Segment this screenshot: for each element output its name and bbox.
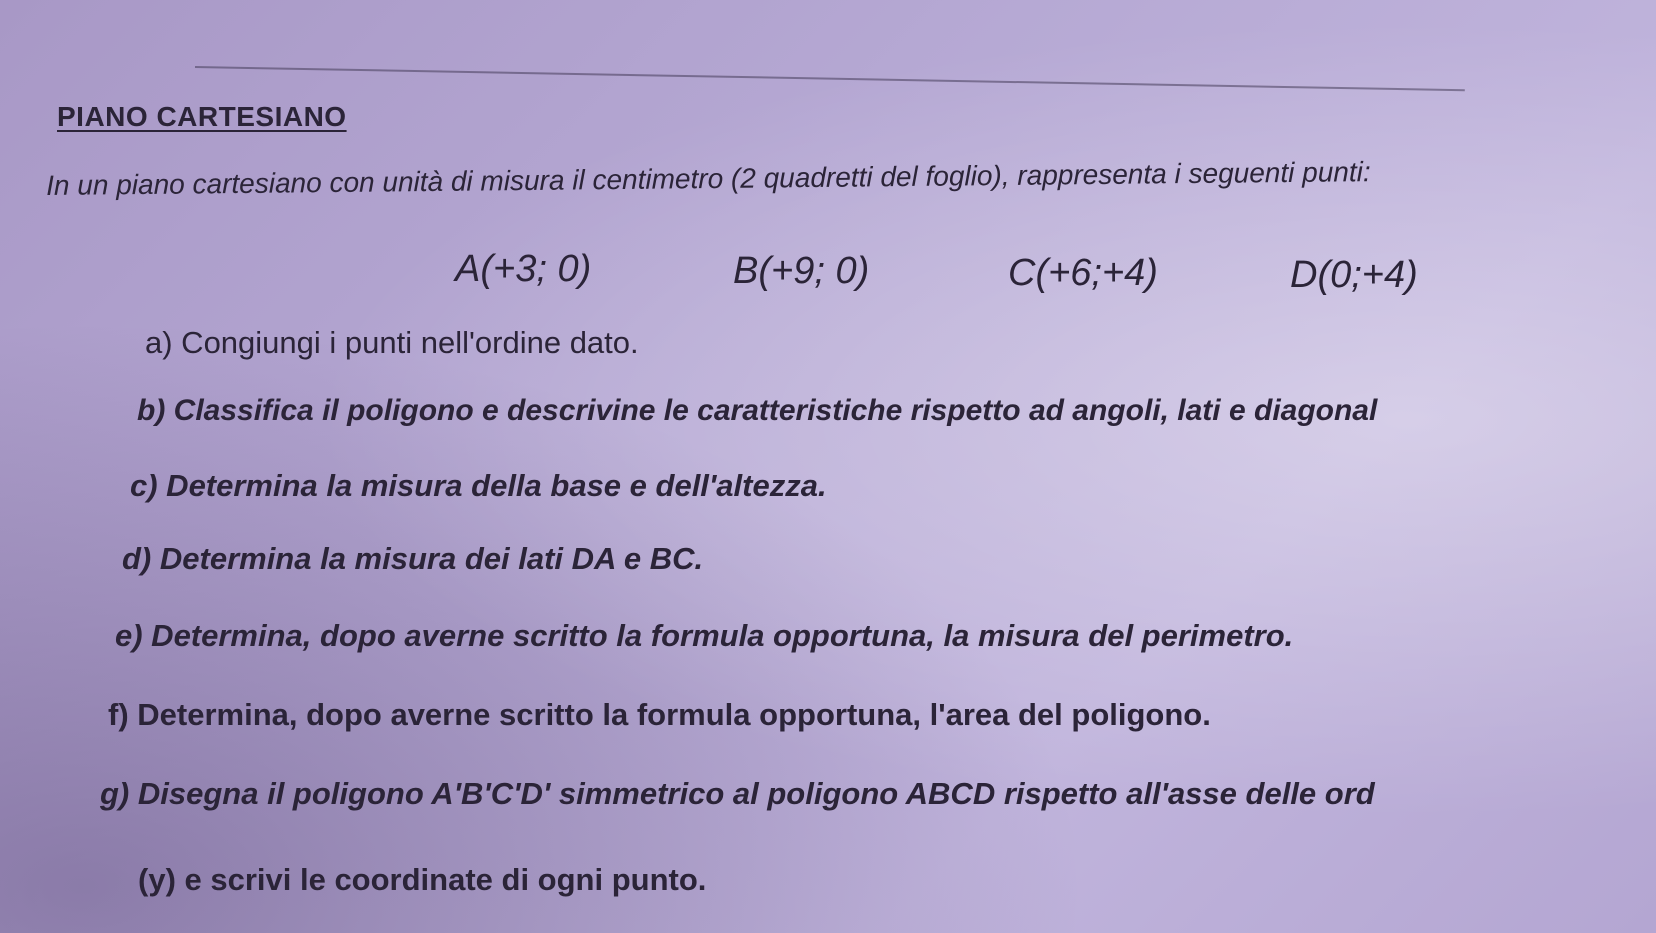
point-c: C(+6;+4) [1008,252,1158,294]
exercise-item-a: a) Congiungi i punti nell'ordine dato. [145,325,639,360]
point-d: D(0;+4) [1290,254,1418,296]
exercise-item-c: c) Determina la misura della base e dell'altezza. [130,468,827,503]
header-rule-line [195,66,1465,91]
point-b: B(+9; 0) [733,250,870,292]
page-title: PIANO CARTESIANO [57,101,347,132]
intro-paragraph: In un piano cartesiano con unità di misura il centimetro (2 quadretti del foglio), rappresenta i seguenti punti: [46,156,1371,201]
exercise-item-g-continuation: (y) e scrivi le coordinate di ogni punto. [138,862,707,897]
exercise-item-f: f) Determina, dopo averne scritto la formula opportuna, l'area del poligono. [108,697,1211,732]
exercise-item-b: b) Classifica il poligono e descrivine le caratteristiche rispetto ad angoli, lati e diagonal [137,394,1378,427]
exercise-item-g: g) Disegna il poligono A'B'C'D' simmetrico al poligono ABCD rispetto all'asse delle ord [100,776,1375,811]
point-a: A(+3; 0) [455,248,592,290]
exercise-item-d: d) Determina la misura dei lati DA e BC. [122,541,704,576]
points-row [0,248,1656,308]
exercise-item-e: e) Determina, dopo averne scritto la formula opportuna, la misura del perimetro. [115,618,1294,653]
